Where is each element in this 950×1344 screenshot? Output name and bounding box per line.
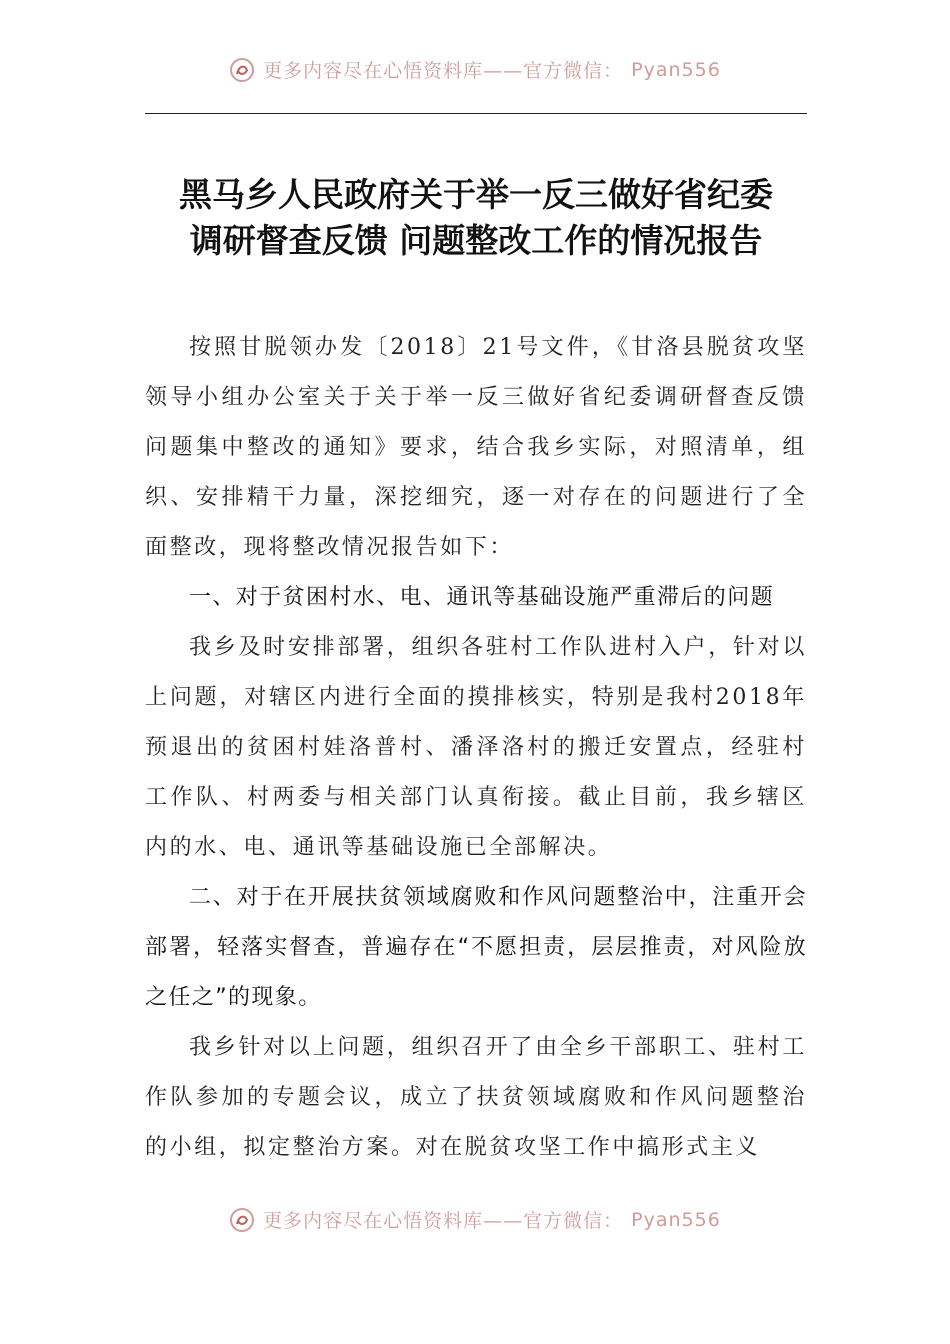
watermark-footer (0, 1206, 950, 1233)
section-body-1: 我乡及时安排部署，组织各驻村工作队进村入户，针对以上问题，对辖区内进行全面的摸排核实，特别是我村2018年预退出的贫困村娃洛普村、潘泽洛村的搬迁安置点，经驻村工作队、村两委与相关部门认真衔接。截止目前，我乡辖区内的水、电、通讯等基础设施已全部解决。 (145, 635, 807, 860)
document-body (145, 323, 807, 1173)
section-body-2: 我乡针对以上问题，组织召开了由全乡干部职工、驻村工作队参加的专题会议，成立了扶贫领域腐败和作风问题整治的小组，拟定整治方案。对在脱贫攻坚工作中搞形式主义 (145, 1035, 807, 1160)
intro-paragraph: 按照甘脱领办发〔2018〕21号文件，《甘洛县脱贫攻坚领导小组办公室关于关于举一反三做好省纪委调研督查反馈问题集中整改的通知》要求，结合我乡实际，对照清单，组织、安排精干力量，深挖细究，逐一对存在的问题进行了全面整改，现将整改情况报告如下： (145, 335, 807, 560)
section-heading-1: 一、对于贫困村水、电、通讯等基础设施严重滞后的问题 (189, 585, 775, 610)
watermark-text: 更多内容尽在心悟资料库——官方微信： (263, 1210, 624, 1232)
section-heading-2: 二、对于在开展扶贫领域腐败和作风问题整治中，注重开会部署，轻落实督查，普遍存在“不愿担责，层层推责，对风险放之任之”的现象。 (145, 885, 807, 1010)
watermark-id: Pyan556 (631, 58, 721, 81)
watermark-id: Pyan556 (631, 1208, 721, 1231)
library-logo-icon (229, 57, 255, 83)
library-logo-icon (229, 1207, 255, 1233)
title-line-2: 调研督查反馈 问题整改工作的情况报告 (189, 221, 763, 260)
header-divider (145, 113, 807, 114)
watermark-header (0, 56, 950, 83)
document-title (145, 172, 807, 264)
title-line-1: 黑马乡人民政府关于举一反三做好省纪委 (179, 175, 773, 214)
watermark-text: 更多内容尽在心悟资料库——官方微信： (263, 60, 624, 82)
